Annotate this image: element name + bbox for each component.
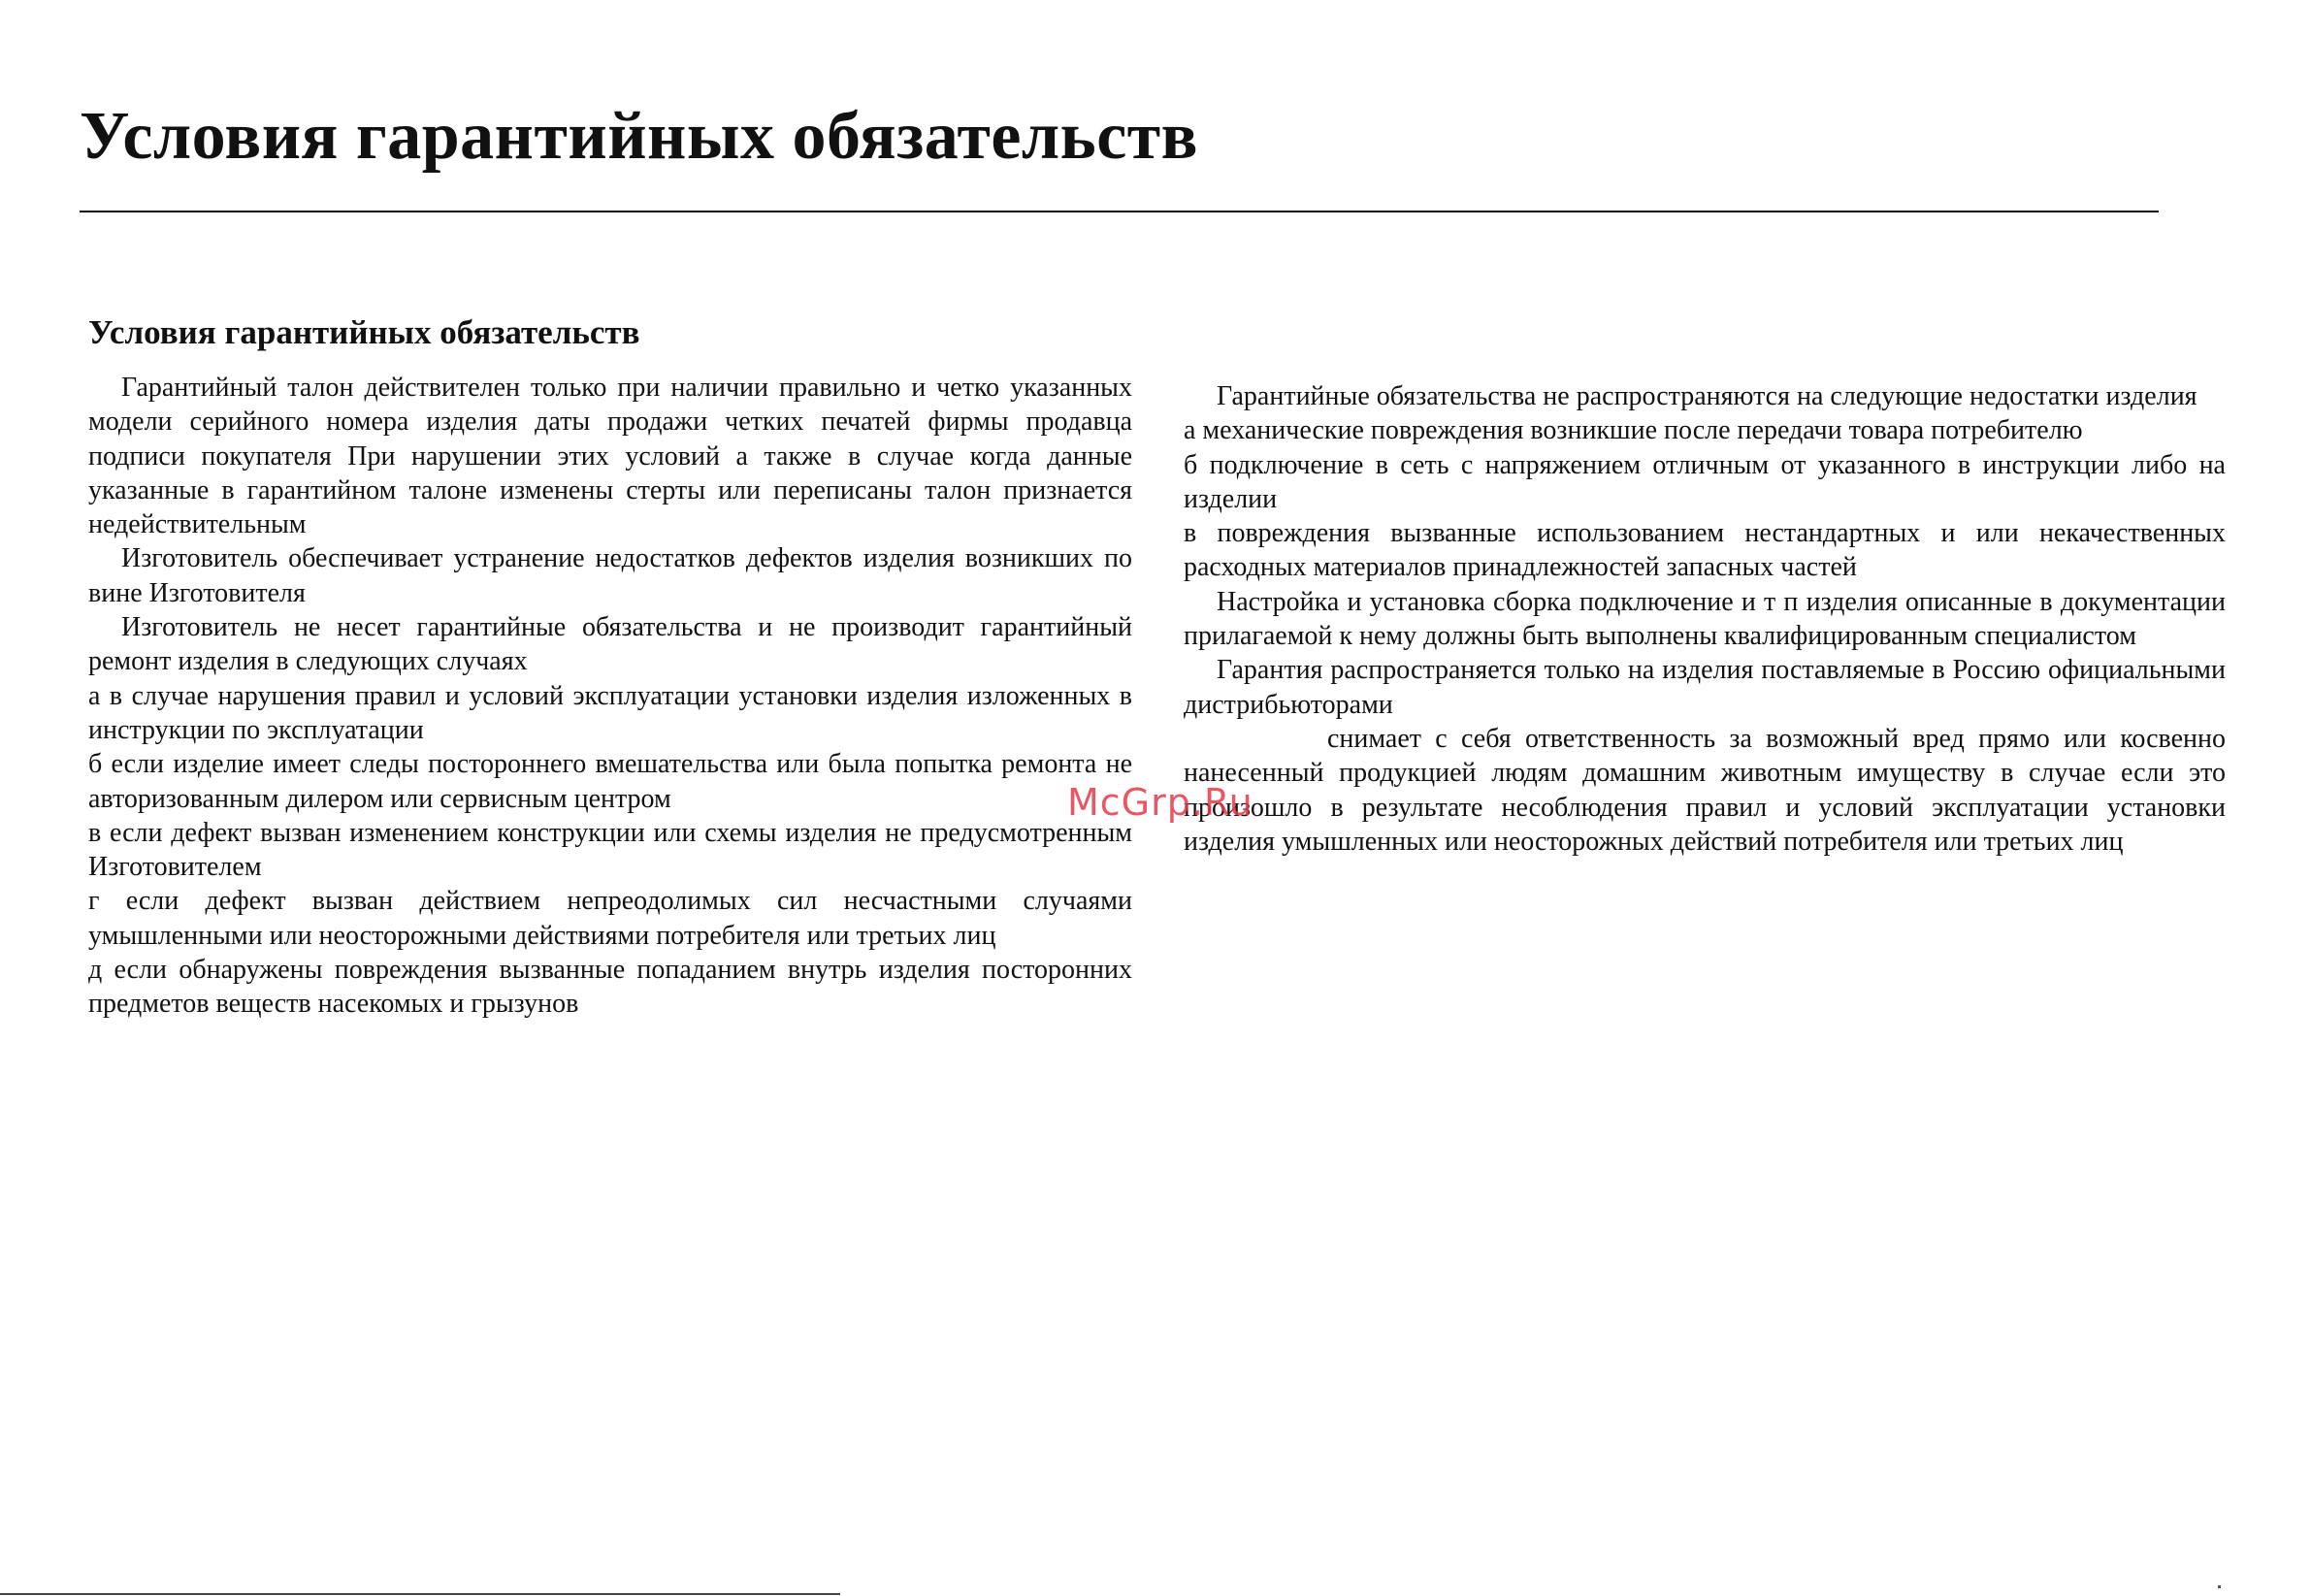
right-column <box>1184 379 2226 859</box>
list-item-g: г если дефект вызван действием непреодолимых сил несчастными случаями умышленными или неосторожными действиями потребителя или третьих лиц <box>88 886 1132 951</box>
footer-divider <box>0 1593 840 1595</box>
list-item-v: в повреждения вызванные использованием нестандартных и или некачественных расходных материалов принадлежностей запасных частей <box>1184 518 2226 583</box>
list-item-a: а механические повреждения возникшие после передачи товара потребителю <box>1184 415 2083 446</box>
paragraph-manufacturer-repair: Изготовитель обеспечивает устранение недостатков дефектов изделия возникших по вине Изготовителя <box>88 543 1132 608</box>
paragraph-installation: Настройка и установка сборка подключение и т п изделия описанные в документации прилагаемой к нему должны быть выполнены квалифицированным специалистом <box>1184 586 2226 652</box>
list-item-d: д если обнаружены повреждения вызванные попаданием внутрь изделия посторонних предметов веществ насекомых и грызунов <box>88 955 1132 1020</box>
paragraph-coupon-validity: Гарантийный талон действителен только при наличии правильно и четко указанных модели серийного номера изделия даты продажи четких печатей фирмы продавца подписи покупателя При нарушении этих условий а также в случае когда данные указанные в гарантийном талоне изменены стерты или переписаны талон признается недействительным <box>88 373 1132 540</box>
paragraph-warranty-scope: Гарантия распространяется только на изделия поставляемые в Россию официальными дистрибьюторами <box>1184 655 2226 720</box>
page-title: Условия гарантийных обязательств <box>80 99 1198 174</box>
watermark: McGrp.Ru <box>1067 781 1253 824</box>
paragraph-exclusions-intro: Изготовитель не несет гарантийные обязательства и не производит гарантийный ремонт изделия в следующих случаях <box>88 612 1132 677</box>
list-item-b: б если изделие имеет следы постороннего вмешательства или была попытка ремонта не авторизованным дилером или сервисным центром <box>88 749 1132 814</box>
paragraph-liability: снимает с себя ответственность за возможный вред прямо или косвенно нанесенный продукцией людям домашним животным имуществу в случае если это произошло в результате несоблюдения правил и условий эксплуатации установки изделия умышленных или неосторожных действий потребителя или третьих лиц <box>1184 723 2226 857</box>
paragraph-not-covered: Гарантийные обязательства не распространяются на следующие недостатки изделия <box>1217 381 2197 411</box>
list-item-v: в если дефект вызван изменением конструкции или схемы изделия не предусмотренным Изготовителем <box>88 817 1132 883</box>
section-title: Условия гарантийных обязательств <box>88 313 640 351</box>
page-mark <box>2218 1585 2221 1588</box>
list-item-b: б подключение в сеть с напряжением отличным от указанного в инструкции либо на изделии <box>1184 449 2226 514</box>
title-divider <box>80 211 2159 212</box>
left-column <box>88 371 1132 1022</box>
list-item-a: а в случае нарушения правил и условий эксплуатации установки изделия изложенных в инструкции по эксплуатации <box>88 680 1132 745</box>
